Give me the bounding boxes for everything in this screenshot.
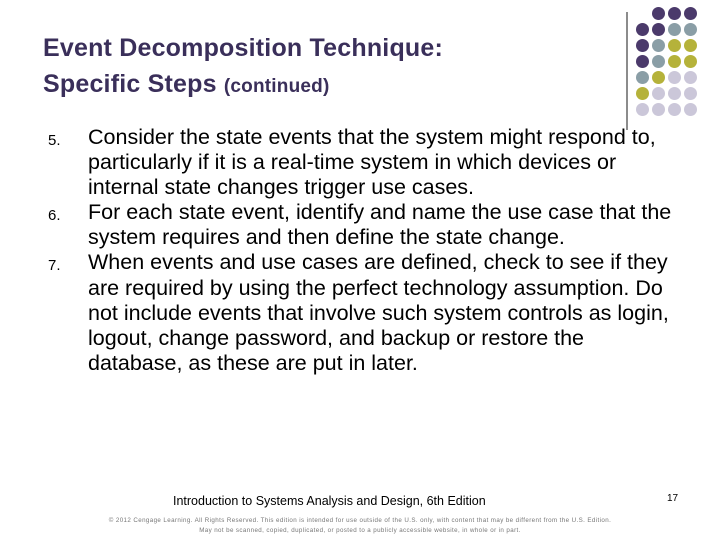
decorative-dot <box>668 23 681 36</box>
decorative-dot <box>668 39 681 52</box>
item-number: 5. <box>48 132 61 149</box>
numbered-list <box>48 125 678 376</box>
page-number: 17 <box>667 493 679 504</box>
decorative-dot <box>684 23 697 36</box>
decorative-dot <box>652 39 665 52</box>
list-item <box>48 250 678 375</box>
list-item <box>48 200 678 250</box>
copyright-line-1: © 2012 Cengage Learning. All Rights Reserved. This edition is intended for use outside of the U.S. only, with content that may be different from the U.S. Edition. <box>108 517 612 524</box>
decorative-dot <box>684 39 697 52</box>
item-text: For each state event, identify and name the use case that the system requires and then define the state change. <box>88 200 672 250</box>
copyright-notice <box>40 516 680 536</box>
list-item <box>48 125 678 200</box>
decorative-dot <box>668 55 681 68</box>
decorative-dot <box>636 71 649 84</box>
decorative-dot <box>636 103 649 116</box>
decorative-dot <box>684 87 697 100</box>
decorative-dot <box>668 71 681 84</box>
decorative-dot <box>652 71 665 84</box>
copyright-line-2: May not be scanned, copied, duplicated, or posted to a publicly accessible website, in whole or in part. <box>199 527 521 534</box>
decorative-dot <box>652 87 665 100</box>
decorative-dot <box>684 103 697 116</box>
title-line-1: Event Decomposition Technique: <box>43 34 444 62</box>
title-suffix: (continued) <box>223 76 330 97</box>
decorative-dot <box>668 7 681 20</box>
decorative-dot <box>652 103 665 116</box>
title-line-2 <box>43 66 623 105</box>
footer-text: Introduction to Systems Analysis and Design, 6th Edition <box>173 494 486 508</box>
decorative-dot <box>636 55 649 68</box>
item-number: 7. <box>48 257 61 275</box>
decorative-dot <box>684 7 697 20</box>
item-text: When events and use cases are defined, check to see if they are required by using the perfect technology assumption. Do not include events that involve such system controls as login, logout, change password, and backup or restore the database, as these are put in later. <box>88 250 669 375</box>
decorative-dot <box>684 55 697 68</box>
decorative-dot <box>652 23 665 36</box>
title-main: Specific Steps <box>43 70 217 98</box>
decorative-divider <box>626 12 628 130</box>
decorative-dot <box>636 23 649 36</box>
item-text: Consider the state events that the system might respond to, particularly if it is a real-time system in which devices or internal state changes trigger use cases. <box>88 125 656 200</box>
decorative-dot <box>668 87 681 100</box>
item-number: 6. <box>48 207 61 225</box>
decorative-dot <box>652 7 665 20</box>
decorative-dot <box>668 103 681 116</box>
decorative-dot <box>684 71 697 84</box>
decorative-dot <box>636 39 649 52</box>
decorative-dot <box>636 87 649 100</box>
decorative-dot-grid <box>636 7 720 119</box>
slide-title <box>43 30 623 105</box>
decorative-dot <box>652 55 665 68</box>
